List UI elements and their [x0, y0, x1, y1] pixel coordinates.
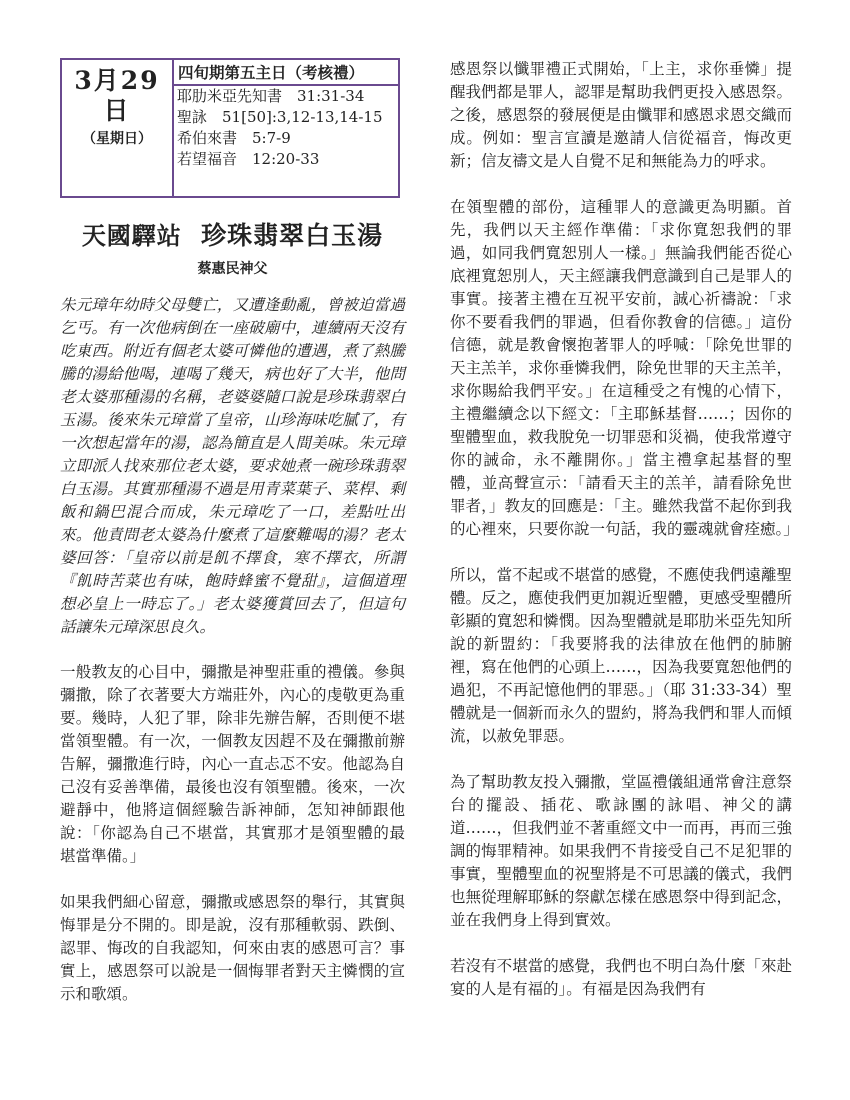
right-column [450, 58, 799, 1024]
body-paragraph-6: 為了幫助教友投入彌撒，堂區禮儀組通常會注意祭台的擺設、插花、歌詠團的詠唱、神父的講道……，但我們並不著重經文中一而再，再而三強調的悔罪精神。如果我們不肯接受自己不足犯罪的事實，聖體聖血的祝聖將是不可思議的儀式，我們也無從理解耶穌的祭獻怎樣在感恩祭中得到記念，並在我們身上得到實效。 [450, 773, 792, 929]
body-paragraph-3: 感恩祭以懺罪禮正式開始，「上主，求你垂憐」提醒我們都是罪人，認罪是幫助我們更投入感恩祭。之後，感恩祭的發展便是由懺罪和感恩求恩交織而成。例如：聖言宣讀是邀請人信從福音，悔改更新；信友禱文是人自覺不足和無能為力的呼求。 [450, 60, 792, 170]
column-name: 天國驛站 [81, 221, 182, 250]
article-headline: 珍珠翡翠白玉湯 [201, 221, 384, 250]
liturgical-day: 四旬期第五主日（考核禮） [174, 60, 398, 86]
reading-2: 聖詠 51[50]:3,12-13,14-15 [177, 108, 383, 126]
body-paragraph-1: 一般教友的心目中，彌撒是神聖莊重的禮儀。參與彌撒，除了衣著要大方端莊外，內心的虔敬更為重要。幾時，人犯了罪，除非先辦告解，否則便不堪當領聖體。有一次，一個教友因趕不及在彌撒前辦告解，彌撒進行時，內心一直忐忑不安。他認為自己沒有妥善準備，最後也沒有領聖體。後來，一次避靜中，他將這個經驗告訴神師，怎知神師跟他說：「你認為自己不堪當，其實那才是領聖體的最堪當準備。」 [60, 663, 405, 865]
body-paragraph-4: 在領聖體的部份，這種罪人的意識更為明顯。首先，我們以天主經作準備：「求你寬恕我們的罪過，如同我們寬恕別人一樣。」無論我們能否從心底裡寬恕別人，天主經讓我們意識到自己是罪人的事實。接著主禮在互祝平安前，誠心祈禱說：「求你不要看我們的罪過，但看你教會的信德。」這份信德，就是教會懷抱著罪人的呼喊：「除免世罪的天主羔羊，求你垂憐我們，除免世罪的天主羔羊，求你賜給我們平安。」在這種受之有愧的心情下，主禮繼續念以下經文：「主耶穌基督……；因你的聖體聖血，救我脫免一切罪惡和災禍，使我常遵守你的誡命，永不離開你。」當主禮拿起基督的聖體，並高聲宣示：「請看天主的羔羊，請看除免世罪者，」教友的回應是：「主。雖然我當不起你到我的心裡來，只要你說一句話，我的靈魂就會痊癒。」 [450, 198, 799, 538]
liturgy-info-box [60, 58, 400, 198]
weekday: （星期日） [82, 131, 152, 147]
left-column [60, 58, 405, 1029]
story-paragraph: 朱元璋年幼時父母雙亡，又遭逢動亂，曾被迫當過乞丐。有一次他病倒在一座破廟中，連續兩天沒有吃東西。附近有個老太婆可憐他的遭遇，煮了熱騰騰的湯給他喝，連喝了幾天，病也好了大半，他問老太婆那種湯的名稱，老婆婆隨口說是珍珠翡翠白玉湯。後來朱元璋當了皇帝，山珍海味吃膩了，有一次想起當年的湯，認為簡直是人間美味。朱元璋立即派人找來那位老太婆，要求她煮一碗珍珠翡翠白玉湯。其實那種湯不過是用青菜葉子、菜桿、剩飯和鍋巴混合而成，朱元璋吃了一口，差點吐出來。他責問老太婆為什麼煮了這麼難喝的湯？老太婆回答：「皇帝以前是飢不擇食，寒不擇衣，所謂『飢時苦菜也有味，飽時蜂蜜不覺甜』，這個道理想必皇上一時忘了。」老太婆獲賞回去了，但這句話讓朱元璋深思良久。 [60, 296, 405, 636]
date: 3月29日 [74, 66, 160, 125]
date-cell [62, 60, 174, 196]
article-author: 蔡惠民神父 [197, 261, 268, 277]
body-paragraph-2: 如果我們細心留意，彌撒或感恩祭的舉行，其實與悔罪是分不開的。即是說，沒有那種軟弱、跌倒、認罪、悔改的自我認知，何來由衷的感恩可言？事實上，感恩祭可以說是一個悔罪者對天主憐憫的宣示和歌頌。 [60, 893, 405, 1003]
body-paragraph-5: 所以，當不起或不堪當的感覺，不應使我們遠離聖體。反之，應使我們更加親近聖體，更感受聖體所彰顯的寬恕和憐憫。因為聖體就是耶肋米亞先知所說的新盟約：「我要將我的法律放在他們的肺腑裡，寫在他們的心頭上……，因為我要寬恕他們的過犯，不再記憶他們的罪惡。」（耶 31:33-34）聖體就是一個新而永久的盟約，將為我們和罪人而傾流，以赦免罪惡。 [450, 566, 792, 745]
article-title [60, 216, 405, 252]
reading-1: 耶肋米亞先知書 31:31-34 [177, 87, 365, 105]
readings-cell [174, 60, 398, 196]
body-paragraph-7: 若沒有不堪當的感覺，我們也不明白為什麼「來赴宴的人是有福的」。有福是因為我們有 [450, 957, 792, 998]
reading-3: 希伯來書 5:7-9 [177, 129, 291, 147]
reading-4: 若望福音 12:20-33 [177, 150, 320, 168]
